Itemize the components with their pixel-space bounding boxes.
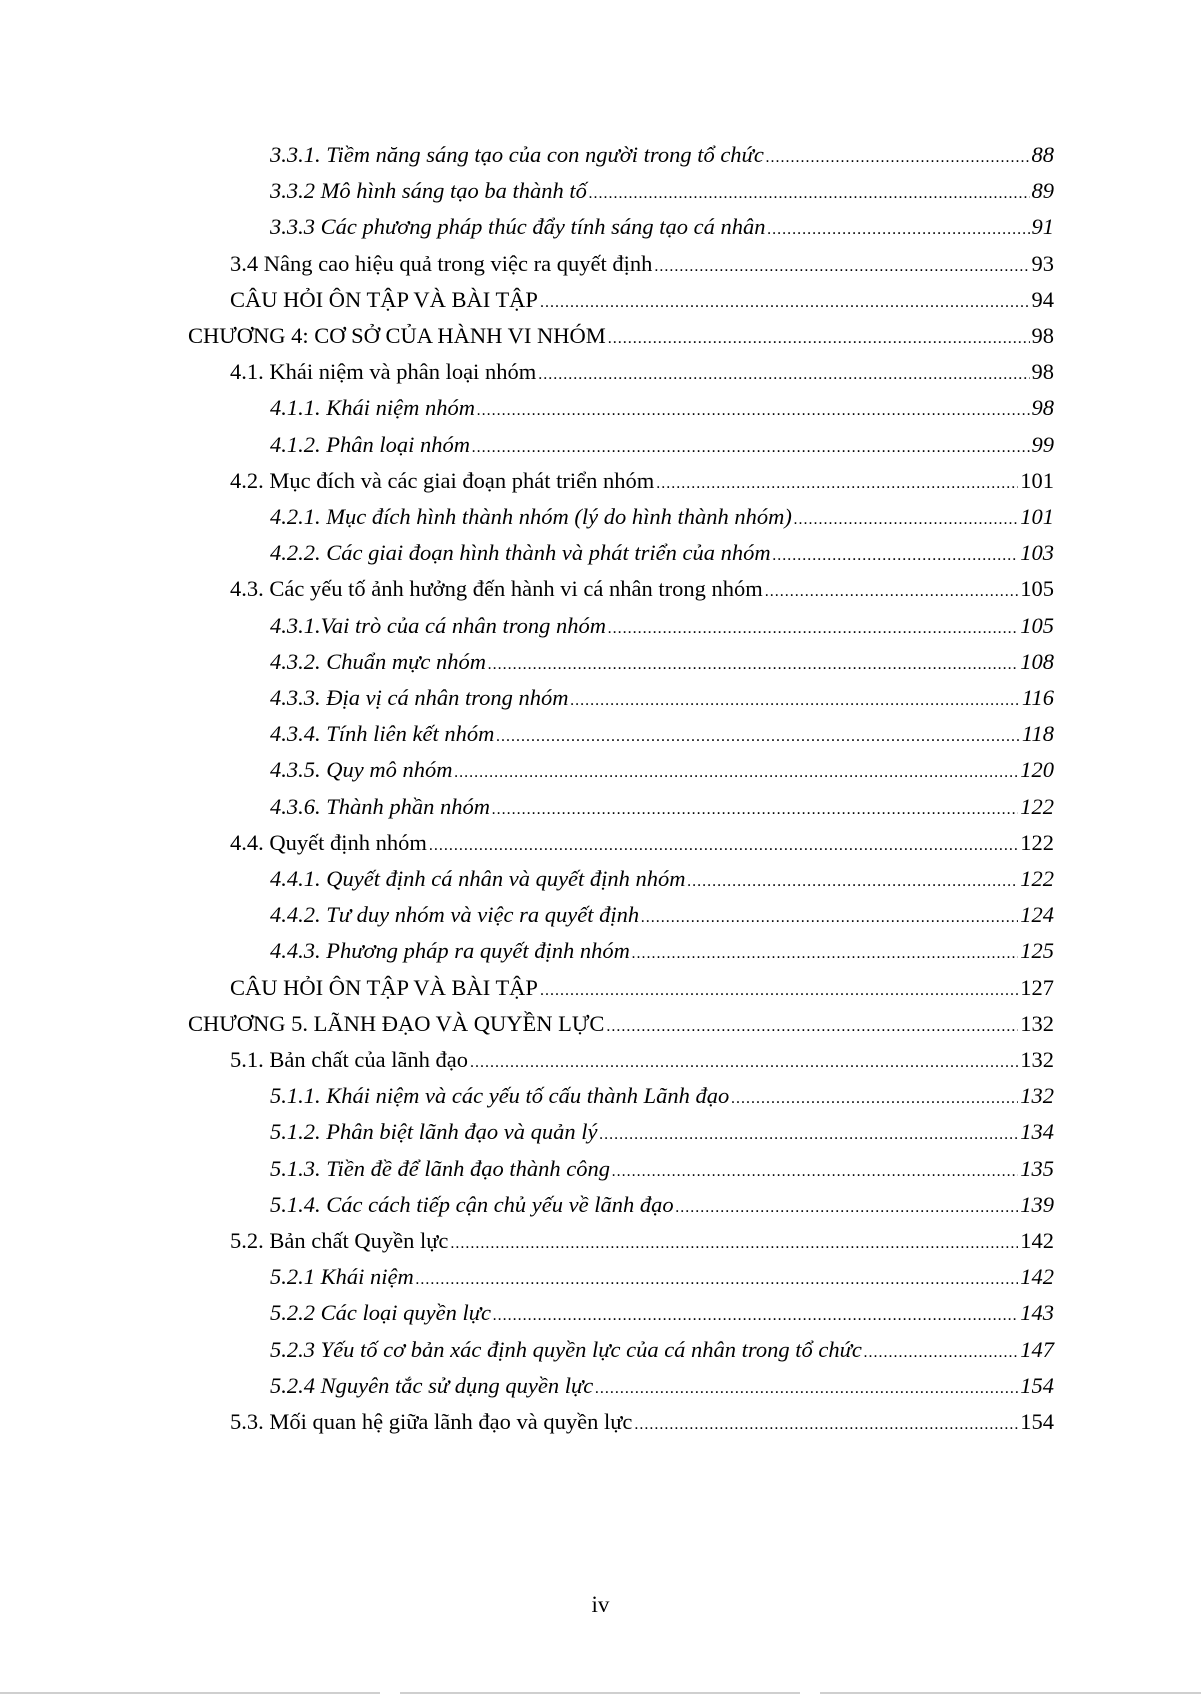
toc-entry-page-number: 120 <box>1020 757 1054 783</box>
toc-dot-leader <box>496 722 1020 752</box>
toc-entry <box>188 1009 1054 1039</box>
toc-dot-leader <box>492 795 1018 825</box>
toc-entry-page-number: 105 <box>1020 576 1054 602</box>
toc-entry-page-number: 154 <box>1020 1372 1054 1398</box>
toc-entry <box>270 936 1054 966</box>
toc-entry <box>270 864 1054 894</box>
toc-entry-title: 5.1.1. Khái niệm và các yếu tố cấu thành Lãnh đạo <box>270 1083 730 1109</box>
toc-dot-leader <box>864 1338 1018 1368</box>
toc-dot-leader <box>540 288 1030 318</box>
toc-entry <box>230 285 1054 315</box>
toc-entry <box>270 1154 1054 1184</box>
toc-entry-title: 5.3. Mối quan hệ giữa lãnh đạo và quyền lực <box>230 1409 633 1434</box>
toc-entry-title: CÂU HỎI ÔN TẬP VÀ BÀI TẬP <box>230 974 538 1000</box>
toc-dot-leader <box>472 433 1030 463</box>
toc-entry-title: 3.4 Nâng cao hiệu quả trong việc ra quyết định <box>230 250 653 276</box>
toc-entry <box>270 900 1054 930</box>
toc-dot-leader <box>450 1229 1018 1259</box>
toc-dot-leader <box>634 1410 1018 1440</box>
toc-entry <box>270 647 1054 677</box>
toc-dot-leader <box>765 577 1019 607</box>
toc-dot-leader <box>794 505 1018 535</box>
page-number: iv <box>591 1592 610 1617</box>
toc-dot-leader <box>454 758 1018 788</box>
toc-entry <box>270 176 1054 206</box>
toc-entry-page-number: 122 <box>1020 793 1054 819</box>
toc-entry-title: 4.3.6. Thành phần nhóm <box>270 793 491 819</box>
toc-entry-page-number: 154 <box>1020 1409 1054 1434</box>
toc-entry <box>230 357 1054 387</box>
toc-entry <box>230 574 1054 604</box>
toc-entry-title: 4.3.1.Vai trò của cá nhân trong nhóm <box>270 612 607 638</box>
toc-entry-page-number: 108 <box>1020 648 1054 674</box>
toc-entry <box>230 828 1054 858</box>
toc-entry <box>230 973 1054 1003</box>
toc-entry-title: 4.3.3. Địa vị cá nhân trong nhóm <box>270 685 569 710</box>
toc-entry <box>270 1262 1054 1292</box>
toc-entry-page-number: 132 <box>1020 1083 1054 1109</box>
toc-entry <box>270 719 1054 749</box>
toc-dot-leader <box>493 1301 1018 1331</box>
toc-entry <box>230 466 1054 496</box>
toc-entry-page-number: 89 <box>1031 178 1054 204</box>
toc-dot-leader <box>538 360 1029 390</box>
toc-dot-leader <box>641 903 1018 933</box>
toc-entry-page-number: 132 <box>1020 1047 1054 1072</box>
toc-entry-page-number: 142 <box>1020 1264 1054 1290</box>
toc-entry-page-number: 147 <box>1020 1336 1054 1362</box>
toc-entry <box>270 140 1054 170</box>
toc-entry-page-number: 98 <box>1031 323 1054 348</box>
toc-dot-leader <box>768 215 1030 245</box>
toc-dot-leader <box>731 1084 1018 1114</box>
toc-entry-page-number: 139 <box>1020 1191 1054 1217</box>
toc-dot-leader <box>416 1265 1019 1295</box>
toc-entry-page-number: 122 <box>1020 829 1054 855</box>
toc-entry <box>270 792 1054 822</box>
toc-entry-page-number: 125 <box>1020 938 1054 964</box>
toc-entry-page-number: 91 <box>1031 214 1054 240</box>
toc-entry-page-number: 143 <box>1020 1300 1054 1326</box>
toc-entry-page-number: 98 <box>1031 395 1054 421</box>
toc-dot-leader <box>599 1120 1018 1150</box>
toc-entry-page-number: 101 <box>1020 467 1054 493</box>
toc-dot-leader <box>654 252 1029 282</box>
toc-dot-leader <box>773 541 1019 571</box>
toc-dot-leader <box>766 143 1030 173</box>
toc-entry-page-number: 127 <box>1020 974 1054 1000</box>
toc-entry-title: 4.2. Mục đích và các giai đoạn phát triển nhóm <box>230 467 655 493</box>
toc-dot-leader <box>429 831 1018 861</box>
toc-dot-leader <box>656 469 1018 499</box>
toc-entry <box>270 430 1054 460</box>
toc-entry-page-number: 132 <box>1020 1010 1054 1036</box>
toc-entry <box>270 1190 1054 1220</box>
toc-entry <box>270 1371 1054 1401</box>
toc-entry-title: 5.1.4. Các cách tiếp cận chủ yếu về lãnh đạo <box>270 1191 674 1217</box>
toc-entry-page-number: 116 <box>1021 685 1054 710</box>
toc-dot-leader <box>676 1193 1019 1223</box>
toc-dot-leader <box>608 614 1018 644</box>
toc-entry-title: CHƯƠNG 5. LÃNH ĐẠO VÀ QUYỀN LỰC <box>188 1010 605 1036</box>
toc-entry-title: 3.3.3 Các phương pháp thúc đẩy tính sáng tạo cá nhân <box>270 214 766 240</box>
toc-entry-title: 4.3.2. Chuẩn mực nhóm <box>270 648 487 674</box>
toc-entry-page-number: 142 <box>1020 1228 1054 1253</box>
toc-entry <box>230 249 1054 279</box>
toc-entry-title: 5.2. Bản chất Quyền lực <box>230 1228 449 1253</box>
toc-dot-leader <box>571 686 1020 716</box>
toc-entry-title: 5.2.3 Yếu tố cơ bản xác định quyền lực của cá nhân trong tổ chức <box>270 1336 862 1362</box>
toc-entry-title: 4.1. Khái niệm và phân loại nhóm <box>230 359 537 385</box>
toc-entry <box>188 321 1054 351</box>
toc-entry <box>270 212 1054 242</box>
toc-entry-page-number: 93 <box>1031 250 1054 276</box>
toc-entry-title: 5.2.1 Khái niệm <box>270 1264 414 1290</box>
toc-dot-leader <box>608 324 1030 354</box>
toc-entry-title: 4.1.2. Phân loại nhóm <box>270 431 470 457</box>
toc-entry-title: 4.4. Quyết định nhóm <box>230 829 427 855</box>
toc-dot-leader <box>632 939 1018 969</box>
toc-dot-leader <box>477 396 1030 426</box>
toc-entry <box>270 1335 1054 1365</box>
toc-entry-title: 4.4.3. Phương pháp ra quyết định nhóm <box>270 938 630 964</box>
toc-entry-title: 4.1.1. Khái niệm nhóm <box>270 395 475 421</box>
toc-dot-leader <box>606 1012 1018 1042</box>
toc-dot-leader <box>612 1157 1018 1187</box>
toc-entry <box>270 502 1054 532</box>
toc-dot-leader <box>595 1374 1018 1404</box>
toc-entry-page-number: 135 <box>1020 1155 1054 1181</box>
toc-entry-title: 5.2.4 Nguyên tắc sử dụng quyền lực <box>270 1372 594 1398</box>
toc-entry-title: 5.2.2 Các loại quyền lực <box>270 1300 491 1326</box>
bottom-scan-edge <box>0 1692 1201 1699</box>
toc-entry <box>270 611 1054 641</box>
toc-entry <box>270 1298 1054 1328</box>
toc-entry-title: 4.3. Các yếu tố ảnh hưởng đến hành vi cá nhân trong nhóm <box>230 576 763 602</box>
toc-entry-page-number: 105 <box>1020 612 1054 638</box>
toc-entry-page-number: 103 <box>1020 540 1054 566</box>
toc-entry-title: 5.1.2. Phân biệt lãnh đạo và quản lý <box>270 1119 598 1145</box>
toc-entry <box>270 1117 1054 1147</box>
toc-dot-leader <box>688 867 1019 897</box>
toc-entry-title: 4.2.2. Các giai đoạn hình thành và phát triển của nhóm <box>270 540 771 566</box>
toc-dot-leader <box>488 650 1018 680</box>
toc-entry-title: CÂU HỎI ÔN TẬP VÀ BÀI TẬP <box>230 286 538 312</box>
toc-entry-title: CHƯƠNG 4: CƠ SỞ CỦA HÀNH VI NHÓM <box>188 323 606 348</box>
toc-entry <box>230 1407 1054 1437</box>
toc-entry-title: 4.4.1. Quyết định cá nhân và quyết định nhóm <box>270 866 686 891</box>
toc-entry <box>270 755 1054 785</box>
toc-entry-title: 4.4.2. Tư duy nhóm và việc ra quyết định <box>270 902 640 928</box>
toc-entry-title: 5.1.3. Tiền đề để lãnh đạo thành công <box>270 1155 610 1181</box>
toc-entry <box>270 538 1054 568</box>
toc-entry-page-number: 98 <box>1031 359 1054 385</box>
toc-entry <box>270 1081 1054 1111</box>
toc-entry-page-number: 134 <box>1020 1119 1054 1145</box>
toc-entry <box>230 1226 1054 1256</box>
toc-entry-page-number: 99 <box>1031 431 1054 457</box>
toc-entry <box>270 393 1054 423</box>
toc-dot-leader <box>540 976 1018 1006</box>
toc-entry-title: 3.3.1. Tiềm năng sáng tạo của con người trong tổ chức <box>270 142 764 167</box>
toc-entry-title: 4.3.5. Quy mô nhóm <box>270 757 453 783</box>
toc-entry-title: 3.3.2 Mô hình sáng tạo ba thành tố <box>270 178 587 204</box>
toc-dot-leader <box>470 1048 1018 1078</box>
toc-entry-title: 4.3.4. Tính liên kết nhóm <box>270 721 495 747</box>
toc-entry-page-number: 122 <box>1020 866 1054 891</box>
toc-entry-page-number: 88 <box>1031 142 1054 167</box>
toc-entry <box>270 683 1054 713</box>
toc-dot-leader <box>589 179 1030 209</box>
toc-entry-page-number: 101 <box>1020 504 1054 529</box>
toc-entry <box>230 1045 1054 1075</box>
toc-entry-page-number: 124 <box>1020 902 1054 928</box>
toc-entry-page-number: 118 <box>1021 721 1054 747</box>
toc-entry-page-number: 94 <box>1031 286 1054 312</box>
toc-entry-title: 5.1. Bản chất của lãnh đạo <box>230 1047 469 1072</box>
toc-entry-title: 4.2.1. Mục đích hình thành nhóm (lý do hình thành nhóm) <box>270 504 792 529</box>
